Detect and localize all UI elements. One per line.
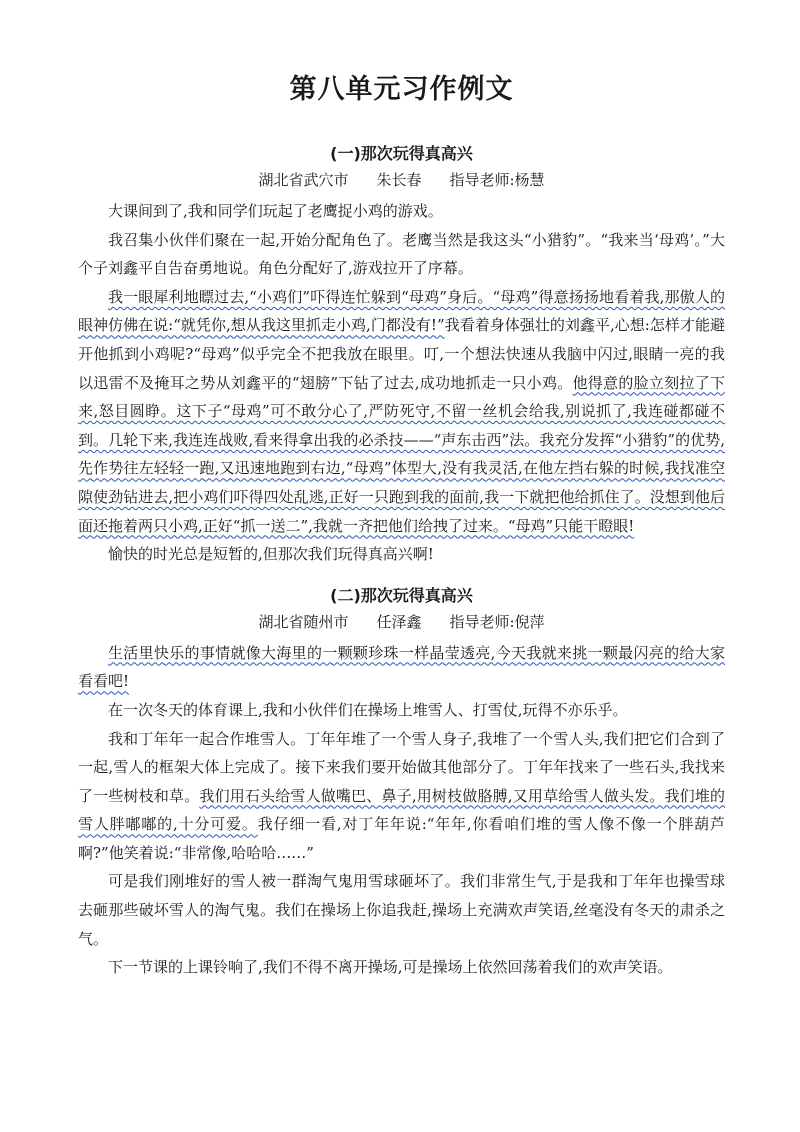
page-title: 第八单元习作例文 [289, 74, 514, 105]
paragraph: 可是我们刚堆好的雪人被一群淘气鬼用雪球砸坏了。我们非常生气,于是我和丁年年也操雪球去砸那些破坏雪人的淘气鬼。我们在操场上你追我赶,操场上充满欢声笑语,丝毫没有冬天的肃杀之气。 [78, 872, 725, 948]
essay-section-1 [78, 143, 725, 569]
essay-heading: (二)那次玩得真高兴 [330, 585, 473, 605]
paragraph [78, 725, 725, 868]
paragraph-text: 我仔细一看,对丁年年说:“年年,你看咱们堆的雪人像不像一个胖葫芦啊?”他笑着说:“非常像,哈哈哈……” [78, 815, 725, 862]
byline-place: 湖北省随州市 [258, 612, 349, 631]
highlighted-sentence: 他得意的脸立刻拉了下来,怒目圆睁。这下子“母鸡”可不敢分心了,严防死守,不留一丝机会给我,别说抓了,我连碰都碰不到。几轮下来,我连连战败,看来得拿出我的必杀技——“声东击西”法。我充分发挥“小猎豹”的优势,先作势往左轻轻一跑,又迅速地跑到右边,“母鸡”体型大,没有我灵活,在他左挡右躲的时候,我找准空隙使劲钻进去,把小鸡们吓得四处乱逃,正好一只跑到我的面前,我一下就把他给抓住了。没想到他后面还拖着两只小鸡,正好“抓一送二”,我就一齐把他们给拽了过来。“母鸡”只能干瞪眼! [78, 373, 725, 535]
paragraph: 大课间到了,我和同学们玩起了老鹰捉小鸡的游戏。 [108, 202, 443, 220]
essay-section-2 [78, 585, 725, 982]
byline-teacher: 指导老师:杨慧 [449, 171, 545, 189]
byline-author: 任泽鑫 [376, 612, 422, 631]
highlighted-sentence: 我们用石头给雪人做嘴巴、鼻子,用树枝做胳膊,又用草给雪人做头发。我们堆的雪人胖嘟嘟的,十分可爱。 [78, 786, 725, 834]
paragraph: 在一次冬天的体育课上,我和小伙伴们在操场上堆雪人、打雪仗,玩得不亦乐乎。 [108, 700, 628, 719]
essay-byline [78, 169, 725, 191]
essay-byline [78, 611, 725, 633]
essay-heading: (一)那次玩得真高兴 [330, 144, 473, 163]
paragraph-text: 我看着身体强壮的刘鑫平,心想:怎样才能避开他抓到小鸡呢?“母鸡”似乎完全不把我放在眼里。叮,一个想法快速从我脑中闪过,眼睛一亮的我以迅雷不及掩耳之势从刘鑫平的“翅膀”下钻了过去,成功地抓走一只小鸡。 [78, 316, 725, 392]
highlighted-sentence: 我一眼犀利地瞟过去,“小鸡们”吓得连忙躲到“母鸡”身后。“母鸡”得意扬扬地看着我,那傲人的眼神仿佛在说:“就凭你,想从我这里抓走小鸡,门都没有!” [78, 287, 725, 335]
paragraph [78, 283, 725, 540]
paragraph: 下一节课的上课铃响了,我们不得不离开操场,可是操场上依然回荡着我们的欢声笑语。 [108, 958, 673, 977]
paragraph: 愉快的时光总是短暂的,但那次我们玩得真高兴啊! [108, 545, 434, 564]
byline-teacher: 指导老师:倪萍 [449, 612, 545, 631]
paragraph-text: 我和丁年年一起合作堆雪人。丁年年堆了一个雪人身子,我堆了一个雪人头,我们把它们合到了一起,雪人的框架大体上完成了。接下来我们要开始做其他部分了。丁年年找来了一些石头,我找来了一些树枝和草。 [78, 729, 725, 805]
paragraph [78, 639, 725, 696]
paragraph: 我召集小伙伴们聚在一起,开始分配角色了。老鹰当然是我这头“小猎豹”。“我来当‘母鸡’。”大个子刘鑫平自告奋勇地说。角色分配好了,游戏拉开了序幕。 [78, 230, 725, 278]
byline-author: 朱长春 [376, 171, 422, 189]
section-gap [78, 569, 725, 585]
byline-place: 湖北省武穴市 [258, 171, 349, 189]
highlighted-sentence: 生活里快乐的事情就像大海里的一颗颗珍珠一样晶莹透亮,今天我就来挑一颗最闪亮的给大家看看吧! [78, 643, 725, 691]
